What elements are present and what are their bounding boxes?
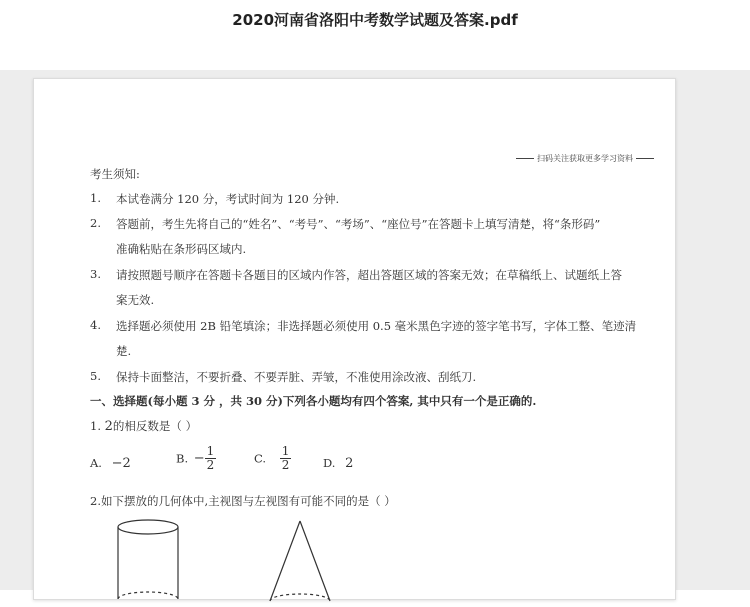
option-b-numerator: 1 xyxy=(206,444,215,458)
notice-2-text-cont: 准确粘贴在条形码区域内. xyxy=(116,242,247,256)
option-b xyxy=(176,445,216,472)
document-title: 2020河南省洛阳中考数学试题及答案.pdf xyxy=(232,11,518,29)
question-1-stem xyxy=(90,418,197,434)
cone-hidden-base xyxy=(270,594,330,601)
cone-left-edge xyxy=(270,521,300,601)
option-c xyxy=(254,445,291,472)
option-d-label: D. xyxy=(323,456,336,470)
question-1-number: 1. xyxy=(90,419,101,433)
option-a xyxy=(90,456,131,471)
scan-note-text: 扫码关注获取更多学习资料 xyxy=(537,154,633,163)
notice-4-number: 4. xyxy=(90,318,101,332)
notice-3-text: 请按照题号顺序在答题卡各题目的区域内作答，超出答题区域的答案无效；在草稿纸上、试题纸上答 xyxy=(116,268,622,282)
option-a-value: −2 xyxy=(111,456,131,471)
cylinder-hidden-base xyxy=(118,592,178,599)
notice-2-number: 2. xyxy=(90,216,101,230)
scan-note-left-rule xyxy=(516,158,534,159)
notice-1-text: 本试卷满分 120 分，考试时间为 120 分钟. xyxy=(116,192,340,206)
option-a-label: A. xyxy=(90,456,102,470)
notice-4-text-cont: 楚. xyxy=(116,344,132,358)
cone-figure xyxy=(256,517,366,607)
scan-note-right-rule xyxy=(636,158,654,159)
cylinder-top-ellipse xyxy=(118,520,178,534)
option-d xyxy=(323,456,353,471)
option-c-denominator: 2 xyxy=(281,458,290,472)
notice-4-text: 选择题必须使用 2B 铅笔填涂；非选择题必须使用 0.5 毫米黑色字迹的签字笔书写，字体工整、笔迹清 xyxy=(116,319,637,333)
cylinder-figure xyxy=(104,515,204,605)
document-viewer[interactable] xyxy=(0,70,750,590)
option-c-numerator: 1 xyxy=(281,444,290,458)
option-c-fraction xyxy=(280,445,292,472)
option-d-value: 2 xyxy=(345,456,354,471)
option-b-sign: − xyxy=(193,451,205,466)
notice-3-text-cont: 案无效. xyxy=(116,293,155,307)
question-2-stem: 2.如下摆放的几何体中,主视图与左视图有可能不同的是（ ） xyxy=(90,494,396,508)
option-c-label: C. xyxy=(254,451,267,466)
section-heading: 一、选择题(每小题 3 分 ，共 30 分)下列各小题均有四个答案, 其中只有一个是正确的. xyxy=(90,394,537,408)
notice-title: 考生须知: xyxy=(90,167,140,181)
pdf-page xyxy=(33,78,676,600)
scan-note xyxy=(513,153,657,164)
notice-3-number: 3. xyxy=(90,267,101,281)
question-1-value: 2 xyxy=(104,419,113,434)
option-b-label: B. xyxy=(176,451,189,466)
cone-right-edge xyxy=(300,521,330,601)
option-b-denominator: 2 xyxy=(206,458,215,472)
notice-2-text: 答题前，考生先将自己的“姓名”、“考号”、“考场”、“座位号”在答题卡上填写清楚，将“条形码” xyxy=(116,217,601,231)
title-bar xyxy=(0,0,750,70)
notice-5-number: 5. xyxy=(90,369,101,383)
question-1-text: 的相反数是（ ） xyxy=(112,419,198,433)
notice-1-number: 1. xyxy=(90,191,101,205)
notice-5-text: 保持卡面整洁，不要折叠、不要弄脏、弄皱，不准使用涂改液、刮纸刀. xyxy=(116,370,477,384)
option-b-fraction xyxy=(205,445,217,472)
